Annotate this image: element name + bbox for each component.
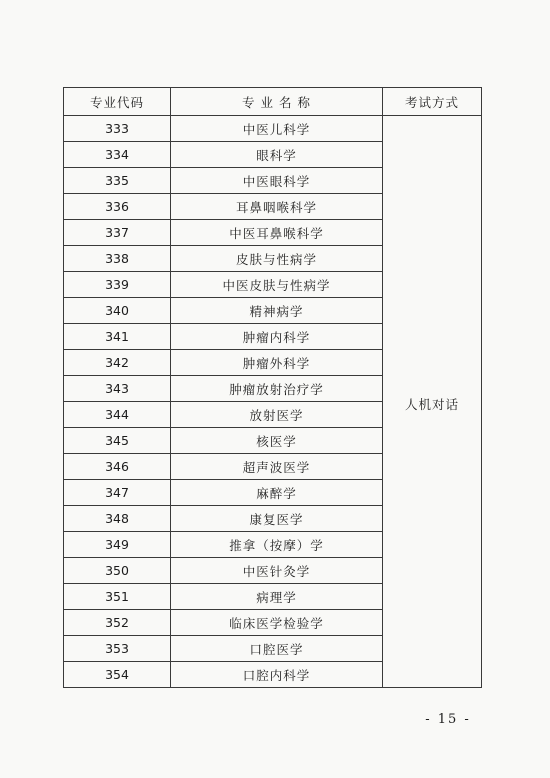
major-name-cell: 中医眼科学 [171,168,383,194]
major-code-cell: 352 [64,610,171,636]
major-name-cell: 病理学 [171,584,383,610]
major-name-cell: 临床医学检验学 [171,610,383,636]
major-code-cell: 353 [64,636,171,662]
header-exam-method: 考试方式 [383,88,482,116]
major-name-cell: 耳鼻咽喉科学 [171,194,383,220]
major-name-cell: 中医耳鼻喉科学 [171,220,383,246]
major-code-cell: 344 [64,402,171,428]
major-code-cell: 346 [64,454,171,480]
table-header-row [64,88,482,116]
major-code-cell: 342 [64,350,171,376]
header-major-code: 专业代码 [64,88,171,116]
major-name-cell: 肿瘤放射治疗学 [171,376,383,402]
major-code-cell: 354 [64,662,171,688]
major-name-cell: 康复医学 [171,506,383,532]
table-row [64,116,482,142]
header-major-name: 专 业 名 称 [171,88,383,116]
table-body [64,116,482,688]
major-code-cell: 347 [64,480,171,506]
major-name-cell: 肿瘤外科学 [171,350,383,376]
major-code-cell: 351 [64,584,171,610]
major-code-cell: 350 [64,558,171,584]
major-code-cell: 343 [64,376,171,402]
major-name-cell: 皮肤与性病学 [171,246,383,272]
major-code-cell: 334 [64,142,171,168]
page-number: - 15 - [425,712,471,727]
major-name-cell: 精神病学 [171,298,383,324]
major-code-cell: 338 [64,246,171,272]
major-code-cell: 337 [64,220,171,246]
major-name-cell: 推拿（按摩）学 [171,532,383,558]
major-name-cell: 口腔医学 [171,636,383,662]
major-name-cell: 中医针灸学 [171,558,383,584]
major-name-cell: 肿瘤内科学 [171,324,383,350]
major-name-cell: 核医学 [171,428,383,454]
major-code-cell: 348 [64,506,171,532]
major-code-cell: 339 [64,272,171,298]
major-code-cell: 345 [64,428,171,454]
major-code-cell: 340 [64,298,171,324]
major-name-cell: 超声波医学 [171,454,383,480]
exam-method-label: 人机对话 [404,396,459,412]
majors-table [63,87,482,688]
major-name-cell: 麻醉学 [171,480,383,506]
major-name-cell: 口腔内科学 [171,662,383,688]
major-code-cell: 335 [64,168,171,194]
major-name-cell: 眼科学 [171,142,383,168]
exam-method-cell [383,116,482,688]
major-name-cell: 中医儿科学 [171,116,383,142]
major-code-cell: 349 [64,532,171,558]
major-code-cell: 336 [64,194,171,220]
major-name-cell: 放射医学 [171,402,383,428]
major-code-cell: 341 [64,324,171,350]
major-name-cell: 中医皮肤与性病学 [171,272,383,298]
major-code-cell: 333 [64,116,171,142]
